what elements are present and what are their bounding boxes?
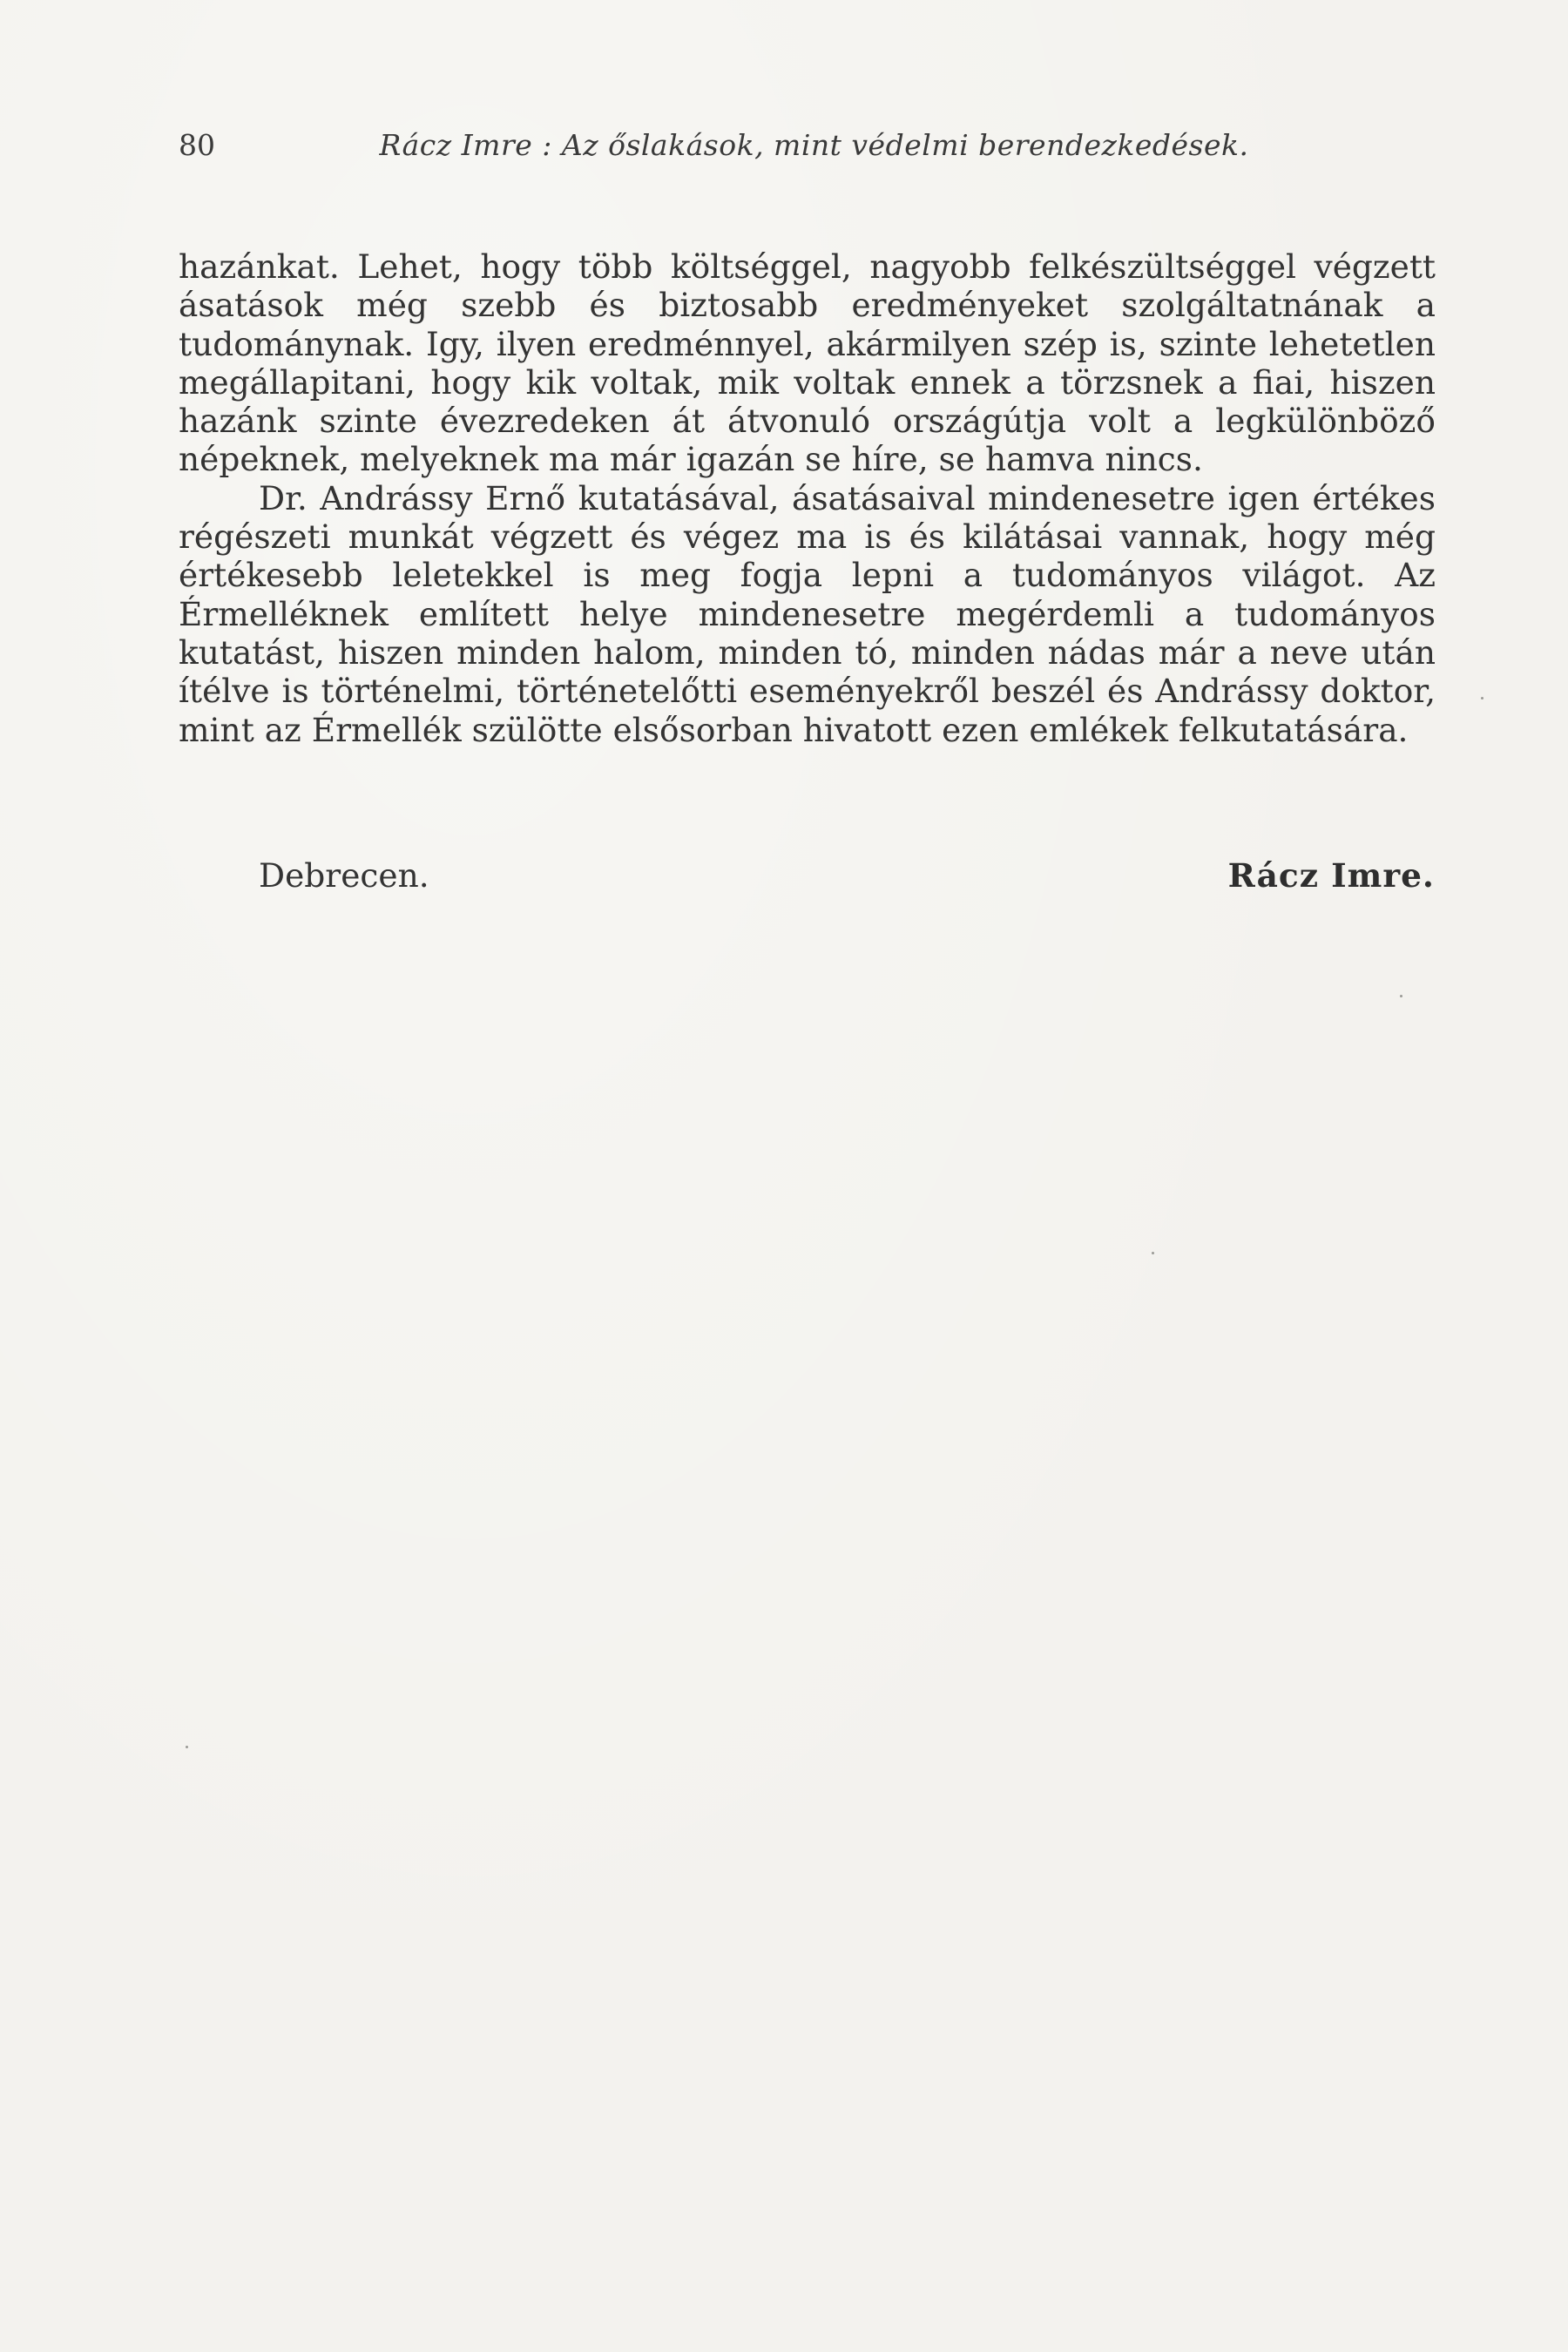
running-header: [179, 128, 1416, 162]
paragraph-continuation: hazánkat. Lehet, hogy több költséggel, nagyobb felkészültséggel végzett ásatások még szebb és biztosabb eredményeket szolgáltatnának a tudománynak. Igy, ilyen eredménnyel, akármilyen szép is, szinte lehetetlen megállapitani, hogy kik voltak, mik voltak ennek a törzsnek a fiai, hiszen hazánk szinte évezredeken át átvonuló országútja volt a legkülönböző népeknek, melyeknek ma már igazán se híre, se hamva nincs.: [179, 247, 1436, 479]
paper-speck: [1152, 1252, 1154, 1254]
signature-line: [259, 856, 1435, 895]
paper-speck: [1400, 995, 1402, 997]
paragraph-andrassy: Dr. Andrássy Ernő kutatásával, ásatásaival mindenesetre igen értékes régészeti munkát végzett és végez ma is és kilátásai vannak, hogy még értékesebb leletekkel is meg fogja lepni a tudományos világot. Az Érmelléknek említett helye mindenesetre megérdemli a tudományos kutatást, hiszen minden halom, minden tó, minden nádas már a neve után ítélve is történelmi, történetelőtti eseményekről beszél és Andrássy doktor, mint az Érmellék szülötte elsősorban hivatott ezen emlékek felkutatására.: [179, 478, 1436, 749]
page-number: 80: [179, 128, 215, 162]
place-of-writing: Debrecen.: [259, 856, 429, 895]
paper-speck: [1481, 697, 1484, 700]
author-signature: Rácz Imre.: [1227, 856, 1435, 895]
paper-speck: [186, 1746, 188, 1748]
article-body: [179, 247, 1436, 749]
running-title: Rácz Imre : Az őslakások, mint védelmi berendezkedések.: [379, 128, 1249, 162]
